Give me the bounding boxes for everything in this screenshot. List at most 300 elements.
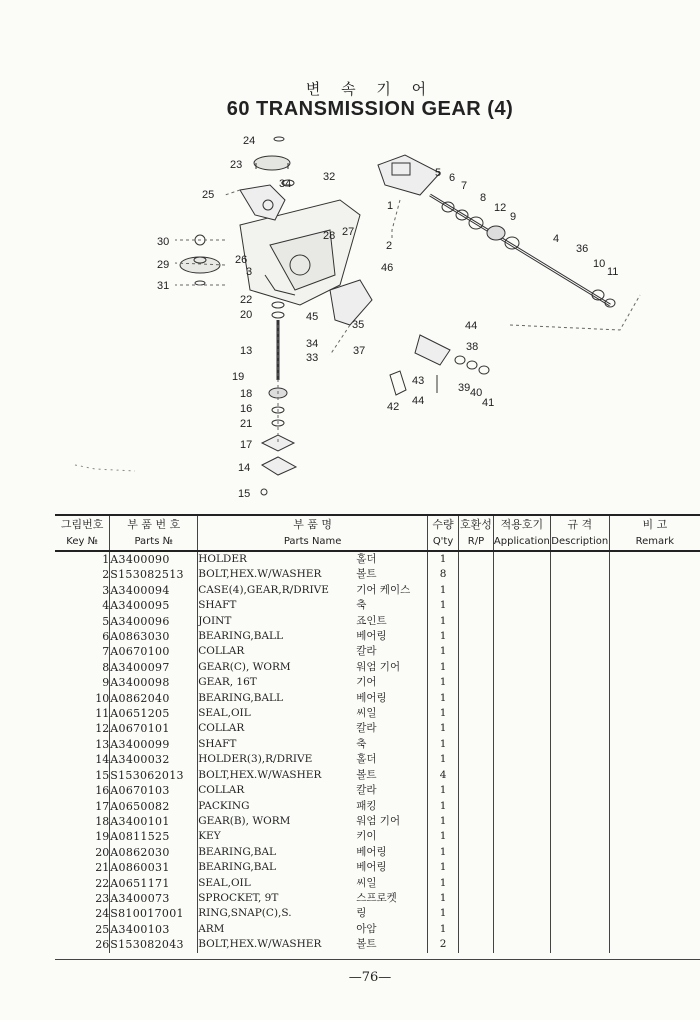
quantity-cell: 1	[428, 783, 459, 798]
part-name-cell	[198, 660, 428, 675]
parts-table	[55, 514, 700, 953]
table-row	[55, 598, 700, 613]
remark-cell	[609, 829, 700, 844]
rp-cell	[459, 814, 494, 829]
remark-cell	[609, 551, 700, 567]
part-name-korean: 베어링	[356, 845, 387, 858]
application-cell	[493, 737, 550, 752]
description-cell	[550, 752, 609, 767]
exploded-parts-diagram	[0, 125, 700, 510]
callout-24: 24	[243, 135, 256, 147]
key-cell: 23	[95, 891, 110, 905]
part-name-cell	[198, 876, 428, 891]
part-number-cell: A0670100	[110, 644, 198, 659]
callout-7: 7	[461, 180, 468, 192]
quantity-cell: 4	[428, 768, 459, 783]
part-name-korean: 워엄 기어	[356, 660, 401, 673]
remark-cell	[609, 706, 700, 721]
part-number-cell: A3400098	[110, 675, 198, 690]
part-name-korean: 볼트	[356, 768, 377, 781]
callout-20: 20	[240, 309, 253, 321]
part-name-korean: 죠인트	[356, 614, 387, 627]
table-row	[55, 906, 700, 921]
key-cell: 10	[95, 691, 110, 705]
header-remark: Remark	[609, 533, 700, 551]
part-name-cell	[198, 891, 428, 906]
description-cell	[550, 768, 609, 783]
table-row	[55, 614, 700, 629]
callout-18: 18	[240, 388, 253, 400]
description-cell	[550, 629, 609, 644]
application-cell	[493, 629, 550, 644]
callout-11: 11	[607, 266, 619, 278]
part-name-cell	[198, 783, 428, 798]
header-remark-kr: 비 고	[609, 515, 700, 533]
header-row-english	[55, 533, 700, 551]
part-name-cell	[198, 629, 428, 644]
rp-cell	[459, 876, 494, 891]
page-title: 60 TRANSMISSION GEAR (4)	[226, 98, 514, 120]
remark-cell	[609, 675, 700, 690]
part-name-korean: 씨일	[356, 707, 377, 720]
description-cell	[550, 551, 609, 567]
rp-cell	[459, 583, 494, 598]
header-row-korean	[55, 515, 700, 533]
callout-21: 21	[240, 418, 253, 430]
part-name-cell	[198, 906, 428, 921]
part-number-cell: A0651205	[110, 706, 198, 721]
part-number-cell: A3400097	[110, 660, 198, 675]
quantity-cell: 1	[428, 706, 459, 721]
remark-cell	[609, 799, 700, 814]
parts-table-body	[55, 551, 700, 953]
part-name-korean: 아암	[356, 922, 377, 935]
remark-cell	[609, 768, 700, 783]
description-cell	[550, 737, 609, 752]
application-cell	[493, 906, 550, 921]
rp-cell	[459, 551, 494, 567]
part-name-english: SEAL,OIL	[198, 707, 251, 720]
quantity-cell: 1	[428, 675, 459, 690]
application-cell	[493, 644, 550, 659]
part-name-cell	[198, 937, 428, 952]
rp-cell	[459, 906, 494, 921]
part-name-english: KEY	[198, 830, 221, 843]
callout-36: 36	[576, 243, 589, 255]
application-cell	[493, 675, 550, 690]
callout-6: 6	[449, 172, 456, 184]
table-row	[55, 783, 700, 798]
remark-cell	[609, 567, 700, 582]
application-cell	[493, 783, 550, 798]
rp-cell	[459, 891, 494, 906]
part-number-cell: S810017001	[110, 906, 198, 921]
remark-cell	[609, 598, 700, 613]
part-name-english: BEARING,BALL	[198, 691, 283, 704]
rp-cell	[459, 567, 494, 582]
part-name-korean: 키이	[356, 830, 377, 843]
description-cell	[550, 860, 609, 875]
rp-cell	[459, 783, 494, 798]
key-cell: 20	[95, 845, 110, 859]
callout-27: 27	[342, 226, 355, 238]
part-name-cell	[198, 768, 428, 783]
rp-cell	[459, 660, 494, 675]
description-cell	[550, 799, 609, 814]
callout-32: 32	[323, 171, 336, 183]
application-cell	[493, 752, 550, 767]
application-cell	[493, 922, 550, 937]
part-number-cell: A3400073	[110, 891, 198, 906]
application-cell	[493, 583, 550, 598]
part-name-cell	[198, 551, 428, 567]
callout-44: 44	[412, 395, 425, 407]
part-number-cell: A3400096	[110, 614, 198, 629]
header-key-kr: 그림번호	[55, 515, 110, 533]
quantity-cell: 2	[428, 937, 459, 952]
key-cell: 12	[95, 722, 110, 736]
quantity-cell: 1	[428, 814, 459, 829]
key-cell: 2	[102, 568, 110, 582]
part-name-cell	[198, 675, 428, 690]
description-cell	[550, 691, 609, 706]
rp-cell	[459, 860, 494, 875]
table-row	[55, 845, 700, 860]
callout-35: 35	[352, 319, 365, 331]
rp-cell	[459, 675, 494, 690]
part-name-english: GEAR, 16T	[198, 676, 257, 689]
part-name-english: BOLT,HEX.W/WASHER	[198, 768, 322, 781]
remark-cell	[609, 721, 700, 736]
description-cell	[550, 614, 609, 629]
description-cell	[550, 567, 609, 582]
title-korean: 변 속 기 어	[305, 80, 435, 98]
part-name-korean: 워엄 기어	[356, 814, 401, 827]
rp-cell	[459, 691, 494, 706]
part-number-cell: S153082513	[110, 567, 198, 582]
description-cell	[550, 583, 609, 598]
header-description: Description	[550, 533, 609, 551]
part-name-english: COLLAR	[198, 645, 245, 658]
part-name-cell	[198, 567, 428, 582]
part-number-cell: A3400101	[110, 814, 198, 829]
part-name-korean: 기어	[356, 676, 377, 689]
remark-cell	[609, 922, 700, 937]
table-row	[55, 644, 700, 659]
table-row	[55, 583, 700, 598]
part-number-cell: A0811525	[110, 829, 198, 844]
description-cell	[550, 721, 609, 736]
part-name-english: BEARING,BAL	[198, 861, 277, 874]
remark-cell	[609, 906, 700, 921]
part-name-english: RING,SNAP(C),S.	[198, 907, 292, 920]
key-cell: 22	[95, 876, 110, 890]
part-number-cell: A3400090	[110, 551, 198, 567]
callout-37: 37	[353, 345, 366, 357]
description-cell	[550, 660, 609, 675]
table-row	[55, 922, 700, 937]
quantity-cell: 1	[428, 799, 459, 814]
part-name-english: GEAR(B), WORM	[198, 814, 291, 827]
rp-cell	[459, 644, 494, 659]
part-name-cell	[198, 922, 428, 937]
description-cell	[550, 644, 609, 659]
callout-42: 42	[387, 401, 400, 413]
remark-cell	[609, 583, 700, 598]
part-number-cell: A3400094	[110, 583, 198, 598]
callout-2: 2	[386, 240, 393, 252]
quantity-cell: 1	[428, 614, 459, 629]
callout-40: 40	[470, 387, 483, 399]
part-name-korean: 홀더	[356, 553, 377, 565]
remark-cell	[609, 614, 700, 629]
rp-cell	[459, 721, 494, 736]
part-number-cell: A3400103	[110, 922, 198, 937]
header-rp: R/P	[459, 533, 494, 551]
callout-1: 1	[387, 200, 394, 212]
remark-cell	[609, 845, 700, 860]
part-number-cell: A0651171	[110, 876, 198, 891]
part-name-english: SHAFT	[198, 737, 237, 750]
part-name-cell	[198, 799, 428, 814]
part-name-english: BEARING,BALL	[198, 630, 283, 643]
part-name-korean: 칼라	[356, 722, 377, 735]
key-cell: 3	[102, 583, 110, 597]
description-cell	[550, 906, 609, 921]
table-row	[55, 768, 700, 783]
callout-14: 14	[238, 462, 251, 474]
part-number-cell: A0862030	[110, 845, 198, 860]
part-name-english: BOLT,HEX.W/WASHER	[198, 938, 322, 951]
callout-23: 23	[230, 159, 243, 171]
rp-cell	[459, 799, 494, 814]
part-name-cell	[198, 721, 428, 736]
table-row	[55, 876, 700, 891]
table-row	[55, 891, 700, 906]
quantity-cell: 1	[428, 583, 459, 598]
application-cell	[493, 598, 550, 613]
callout-19: 19	[232, 371, 245, 383]
key-cell: 13	[95, 737, 110, 751]
quantity-cell: 1	[428, 644, 459, 659]
part-name-english: BOLT,HEX.W/WASHER	[198, 568, 322, 581]
callout-45: 45	[306, 311, 319, 323]
part-name-english: JOINT	[198, 614, 232, 627]
part-name-english: CASE(4),GEAR,R/DRIVE	[198, 583, 329, 596]
remark-cell	[609, 691, 700, 706]
quantity-cell: 1	[428, 551, 459, 567]
part-name-korean: 베어링	[356, 630, 387, 643]
key-cell: 18	[95, 814, 110, 828]
header-rp-kr: 호환성	[459, 515, 494, 533]
description-cell	[550, 814, 609, 829]
key-cell: 25	[95, 922, 110, 936]
part-name-cell	[198, 752, 428, 767]
callout-44-upper: 44	[465, 320, 478, 332]
remark-cell	[609, 752, 700, 767]
remark-cell	[609, 937, 700, 952]
quantity-cell: 1	[428, 721, 459, 736]
application-cell	[493, 660, 550, 675]
part-name-korean: 칼라	[356, 784, 377, 797]
part-number-cell: A3400095	[110, 598, 198, 613]
part-number-cell: A3400032	[110, 752, 198, 767]
callout-29: 29	[157, 259, 170, 271]
key-cell: 7	[102, 645, 110, 659]
part-name-korean: 칼라	[356, 645, 377, 658]
rp-cell	[459, 937, 494, 952]
quantity-cell: 1	[428, 829, 459, 844]
remark-cell	[609, 629, 700, 644]
table-row	[55, 737, 700, 752]
callout-38: 38	[466, 341, 479, 353]
key-cell: 17	[95, 799, 110, 813]
application-cell	[493, 799, 550, 814]
remark-cell	[609, 783, 700, 798]
part-number-cell: A0650082	[110, 799, 198, 814]
part-name-cell	[198, 706, 428, 721]
part-name-english: SHAFT	[198, 599, 237, 612]
description-cell	[550, 783, 609, 798]
callout-34: 34	[306, 338, 319, 350]
application-cell	[493, 845, 550, 860]
rp-cell	[459, 706, 494, 721]
remark-cell	[609, 644, 700, 659]
part-number-cell: S153082043	[110, 937, 198, 952]
quantity-cell: 1	[428, 629, 459, 644]
description-cell	[550, 937, 609, 952]
rp-cell	[459, 737, 494, 752]
part-name-korean: 베어링	[356, 861, 387, 874]
part-name-korean: 홀더	[356, 753, 377, 766]
callout-17: 17	[240, 439, 253, 451]
part-name-english: HOLDER(3),R/DRIVE	[198, 753, 313, 766]
part-name-english: ARM	[198, 922, 225, 935]
rp-cell	[459, 768, 494, 783]
key-cell: 19	[95, 830, 110, 844]
key-cell: 14	[95, 753, 110, 767]
part-name-korean: 스프로켓	[356, 891, 397, 904]
part-name-korean: 기어 케이스	[356, 583, 411, 596]
key-cell: 4	[102, 599, 110, 613]
callout-25: 25	[202, 189, 215, 201]
key-cell: 24	[95, 907, 110, 921]
part-name-cell	[198, 737, 428, 752]
header-partno-kr: 부 품 번 호	[110, 515, 198, 533]
description-cell	[550, 876, 609, 891]
table-row	[55, 829, 700, 844]
callout-43: 43	[412, 375, 425, 387]
remark-cell	[609, 660, 700, 675]
table-row	[55, 660, 700, 675]
key-cell: 1	[102, 553, 110, 566]
part-name-korean: 패킹	[356, 799, 377, 812]
application-cell	[493, 567, 550, 582]
callout-3: 3	[246, 266, 253, 278]
quantity-cell: 1	[428, 876, 459, 891]
table-row	[55, 551, 700, 567]
callout-15: 15	[238, 488, 251, 500]
rp-cell	[459, 629, 494, 644]
quantity-cell: 1	[428, 598, 459, 613]
part-name-english: BEARING,BAL	[198, 845, 277, 858]
callout-39: 39	[458, 382, 471, 394]
remark-cell	[609, 876, 700, 891]
callout-4: 4	[553, 233, 560, 245]
application-cell	[493, 937, 550, 952]
part-name-cell	[198, 860, 428, 875]
table-row	[55, 675, 700, 690]
part-number-cell: S153062013	[110, 768, 198, 783]
rp-cell	[459, 845, 494, 860]
rp-cell	[459, 922, 494, 937]
header-name-kr: 부 품 명	[198, 515, 428, 533]
part-name-cell	[198, 691, 428, 706]
part-name-korean: 볼트	[356, 938, 377, 951]
application-cell	[493, 614, 550, 629]
key-cell: 26	[95, 938, 110, 952]
part-name-cell	[198, 814, 428, 829]
description-cell	[550, 891, 609, 906]
table-row	[55, 860, 700, 875]
part-name-english: SEAL,OIL	[198, 876, 251, 889]
part-name-cell	[198, 583, 428, 598]
quantity-cell: 1	[428, 906, 459, 921]
callout-30: 30	[157, 236, 170, 248]
part-name-cell	[198, 845, 428, 860]
table-row	[55, 706, 700, 721]
application-cell	[493, 768, 550, 783]
key-cell: 6	[102, 630, 110, 644]
part-number-cell: A3400099	[110, 737, 198, 752]
callout-10: 10	[593, 258, 606, 270]
quantity-cell: 1	[428, 752, 459, 767]
part-name-korean: 볼트	[356, 568, 377, 581]
part-name-korean: 축	[356, 599, 367, 612]
key-cell: 15	[95, 768, 110, 782]
table-row	[55, 814, 700, 829]
part-number-cell: A0860031	[110, 860, 198, 875]
remark-cell	[609, 737, 700, 752]
part-name-english: GEAR(C), WORM	[198, 660, 291, 673]
part-name-cell	[198, 829, 428, 844]
callout-34-upper: 34	[279, 178, 292, 190]
quantity-cell: 1	[428, 660, 459, 675]
quantity-cell: 1	[428, 691, 459, 706]
header-application-kr: 적용호기	[493, 515, 550, 533]
key-cell: 11	[95, 707, 110, 721]
page-number: —76—	[348, 970, 392, 985]
part-name-english: HOLDER	[198, 553, 247, 565]
part-name-english: PACKING	[198, 799, 250, 812]
description-cell	[550, 598, 609, 613]
key-cell: 9	[102, 676, 110, 690]
application-cell	[493, 721, 550, 736]
callout-5: 5	[435, 167, 442, 179]
header-description-kr: 규 격	[550, 515, 609, 533]
part-name-korean: 링	[356, 907, 367, 920]
key-cell: 21	[95, 861, 110, 875]
callout-31: 31	[157, 280, 170, 292]
header-qty: Q'ty	[428, 533, 459, 551]
callout-16: 16	[240, 403, 253, 415]
part-name-korean: 축	[356, 737, 367, 750]
description-cell	[550, 922, 609, 937]
table-row	[55, 721, 700, 736]
callout-12: 12	[494, 202, 507, 214]
table-row	[55, 752, 700, 767]
header-partno: Parts №	[110, 533, 198, 551]
